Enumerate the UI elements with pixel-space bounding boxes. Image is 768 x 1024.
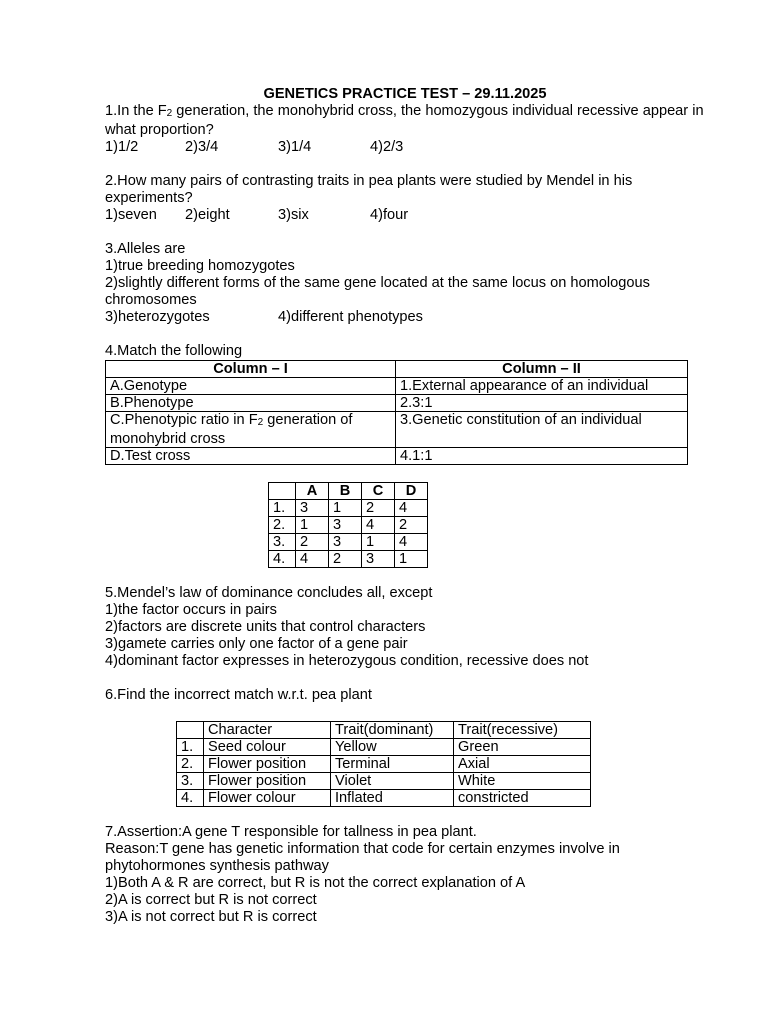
table-cell: Flower position xyxy=(204,773,331,790)
question-3: 3.Alleles are xyxy=(105,241,186,257)
table-row[interactable] xyxy=(177,739,591,756)
q5-option-2[interactable]: 2)factors are discrete units that control characters xyxy=(105,619,426,635)
question-7-reason: Reason:T gene has genetic information that code for certain enzymes involve in phytohormones synthesis pathway xyxy=(105,841,624,874)
table-cell: 4. xyxy=(177,790,204,807)
table-row[interactable] xyxy=(177,790,591,807)
key-header: A xyxy=(296,483,329,500)
table-cell: 1. xyxy=(177,739,204,756)
table-cell: 4. xyxy=(269,551,296,568)
key-header: B xyxy=(329,483,362,500)
table-cell: 2. xyxy=(269,517,296,534)
table-cell: A.Genotype xyxy=(106,378,396,395)
table-cell: Green xyxy=(454,739,591,756)
page-title: GENETICS PRACTICE TEST – 29.11.2025 xyxy=(263,86,547,102)
table-cell: 4 xyxy=(296,551,329,568)
table-cell: 1 xyxy=(362,534,395,551)
table-header xyxy=(177,722,204,739)
table-cell: 3. xyxy=(269,534,296,551)
key-header: C xyxy=(362,483,395,500)
table-row xyxy=(106,395,688,412)
table-cell: 3 xyxy=(329,534,362,551)
q5-option-1[interactable]: 1)the factor occurs in pairs xyxy=(105,602,277,618)
q7-option-1[interactable]: 1)Both A & R are correct, but R is not the correct explanation of A xyxy=(105,875,526,891)
question-2: 2.How many pairs of contrasting traits in pea plants were studied by Mendel in his experiments? xyxy=(105,173,637,206)
question-1: 1.In the $F_2$ generation, the monohybrid cross, the homozygous individual recessive appear in what proportion? xyxy=(105,103,708,138)
table-cell: B.Phenotype xyxy=(106,395,396,412)
q1-option-1[interactable]: 1)1/2 xyxy=(105,139,139,155)
table-cell: 4 xyxy=(395,534,428,551)
table-cell: 4 xyxy=(362,517,395,534)
match-table xyxy=(105,360,688,465)
table-row xyxy=(106,412,688,448)
table-cell: 4.1:1 xyxy=(396,448,688,465)
table-cell: D.Test cross xyxy=(106,448,396,465)
table-cell: 3.Genetic constitution of an individual xyxy=(396,412,688,448)
column-1-header: Column – I xyxy=(106,361,396,378)
q1-option-4[interactable]: 4)2/3 xyxy=(370,139,404,155)
q5-option-4[interactable]: 4)dominant factor expresses in heterozygous condition, recessive does not xyxy=(105,653,589,669)
question-5: 5.Mendel’s law of dominance concludes all, except xyxy=(105,585,433,601)
q1-option-2[interactable]: 2)3/4 xyxy=(185,139,219,155)
table-cell: 2 xyxy=(362,500,395,517)
question-2-options xyxy=(105,207,705,224)
table-cell: 3. xyxy=(177,773,204,790)
q3-option-2[interactable]: 2)slightly different forms of the same gene located at the same locus on homologous chromosomes xyxy=(105,275,654,308)
test-page xyxy=(105,86,708,926)
table-row[interactable] xyxy=(177,773,591,790)
question-6: 6.Find the incorrect match w.r.t. pea plant xyxy=(105,687,372,703)
q5-option-3[interactable]: 3)gamete carries only one factor of a gene pair xyxy=(105,636,408,652)
table-cell: Flower colour xyxy=(204,790,331,807)
question-1-options xyxy=(105,139,705,156)
table-row[interactable] xyxy=(269,500,428,517)
q7-option-3[interactable]: 3)A is not correct but R is correct xyxy=(105,909,317,925)
question-4: 4.Match the following xyxy=(105,343,243,359)
table-cell: 2.3:1 xyxy=(396,395,688,412)
table-cell: Flower position xyxy=(204,756,331,773)
table-row xyxy=(106,361,688,378)
table-row[interactable] xyxy=(177,756,591,773)
table-cell: 1 xyxy=(296,517,329,534)
table-cell: 2 xyxy=(329,551,362,568)
table-header: Character xyxy=(204,722,331,739)
column-2-header: Column – II xyxy=(396,361,688,378)
table-cell: Axial xyxy=(454,756,591,773)
table-cell: 2. xyxy=(177,756,204,773)
q2-option-2[interactable]: 2)eight xyxy=(185,207,230,223)
table-cell: Inflated xyxy=(331,790,454,807)
table-cell: 4 xyxy=(395,500,428,517)
table-header: Trait(dominant) xyxy=(331,722,454,739)
table-cell: White xyxy=(454,773,591,790)
table-row[interactable] xyxy=(269,551,428,568)
table-row xyxy=(269,483,428,500)
table-row xyxy=(106,448,688,465)
q3-option-1[interactable]: 1)true breeding homozygotes xyxy=(105,258,295,274)
table-row xyxy=(177,722,591,739)
table-row xyxy=(106,378,688,395)
key-header xyxy=(269,483,296,500)
table-cell: 2 xyxy=(296,534,329,551)
q3-option-3[interactable]: 3)heterozygotes xyxy=(105,309,210,325)
table-cell: Violet xyxy=(331,773,454,790)
table-cell: Yellow xyxy=(331,739,454,756)
table-header: Trait(recessive) xyxy=(454,722,591,739)
table-cell: C.Phenotypic ratio in $F_2$ generation of monohybrid cross xyxy=(106,412,396,448)
table-cell: 1 xyxy=(329,500,362,517)
table-cell: Terminal xyxy=(331,756,454,773)
table-cell: Seed colour xyxy=(204,739,331,756)
table-cell: 1.External appearance of an individual xyxy=(396,378,688,395)
table-row[interactable] xyxy=(269,517,428,534)
character-table xyxy=(176,721,591,807)
q2-option-3[interactable]: 3)six xyxy=(278,207,309,223)
table-cell: 1. xyxy=(269,500,296,517)
table-cell: constricted xyxy=(454,790,591,807)
q3-options-row xyxy=(105,309,705,326)
table-row[interactable] xyxy=(269,534,428,551)
question-7-assertion: 7.Assertion:A gene T responsible for tallness in pea plant. xyxy=(105,824,477,840)
q7-option-2[interactable]: 2)A is correct but R is not correct xyxy=(105,892,317,908)
q3-option-4[interactable]: 4)different phenotypes xyxy=(278,309,423,325)
table-cell: 2 xyxy=(395,517,428,534)
q1-option-3[interactable]: 3)1/4 xyxy=(278,139,312,155)
key-header: D xyxy=(395,483,428,500)
answer-key-table xyxy=(268,482,428,568)
table-cell: 3 xyxy=(362,551,395,568)
table-cell: 1 xyxy=(395,551,428,568)
q2-option-1[interactable]: 1)seven xyxy=(105,207,157,223)
table-cell: 3 xyxy=(296,500,329,517)
table-cell: 3 xyxy=(329,517,362,534)
q2-option-4[interactable]: 4)four xyxy=(370,207,409,223)
